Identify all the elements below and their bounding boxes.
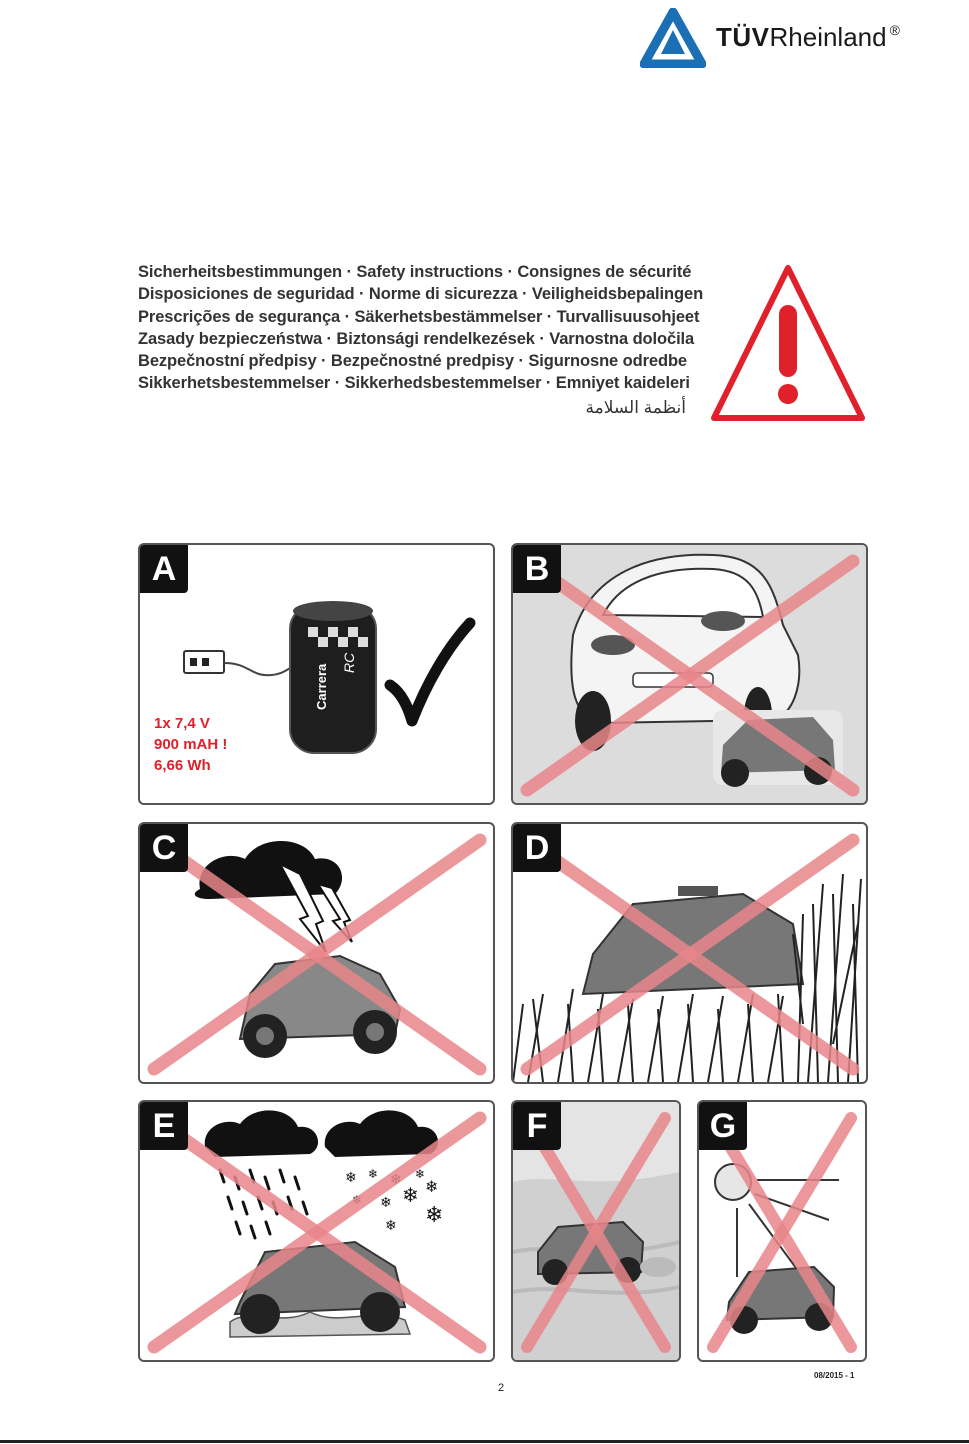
panel-d — [511, 822, 868, 1084]
svg-text:❄: ❄ — [425, 1203, 444, 1228]
panel-letter: F — [513, 1102, 561, 1150]
panel-e — [138, 1100, 495, 1362]
title-line: Disposiciones de seguridad · Norme di sicurezza · Veiligheidsbepalingen — [138, 285, 704, 304]
document-code: 08/2015 - 1 — [814, 1371, 855, 1380]
title-line: Bezpečnostní předpisy · Bezpečnostné predpisy · Sigurnosne odredbe — [138, 352, 687, 371]
cross-mark-icon — [513, 824, 866, 1082]
panel-letter: G — [699, 1102, 747, 1150]
panel-letter: C — [140, 824, 188, 872]
svg-text:❄: ❄ — [415, 1167, 426, 1181]
page-number: 2 — [498, 1382, 505, 1394]
svg-text:❄: ❄ — [385, 1218, 397, 1234]
panel-a — [138, 543, 495, 805]
spec-line: 900 mAH ! — [154, 736, 228, 753]
spec-line: 1x 7,4 V — [154, 715, 210, 732]
panel-letter: B — [513, 545, 561, 593]
svg-text:❄: ❄ — [380, 1195, 392, 1211]
tuv-triangle-icon — [640, 8, 706, 68]
panel-c — [138, 822, 495, 1084]
cross-mark-icon — [513, 545, 866, 803]
bottom-divider — [0, 1440, 969, 1443]
title-line: Sicherheitsbestimmungen · Safety instructions · Consignes de sécurité — [138, 263, 692, 281]
tuv-rheinland-logo — [640, 8, 960, 70]
panel-g — [697, 1100, 867, 1362]
svg-text:❄: ❄ — [345, 1170, 357, 1186]
svg-text:Carrera: Carrera — [314, 663, 329, 710]
logo-wordmark: TÜVRheinland ® — [716, 22, 900, 52]
cross-mark-icon — [140, 824, 493, 1082]
spec-line: 6,66 Wh — [154, 757, 211, 774]
safety-titles — [138, 261, 738, 419]
svg-text:RC: RC — [341, 652, 357, 673]
warning-triangle-icon — [708, 260, 868, 425]
panel-f — [511, 1100, 681, 1362]
panel-letter: D — [513, 824, 561, 872]
svg-text:❄: ❄ — [368, 1167, 379, 1181]
svg-text:❄: ❄ — [402, 1183, 419, 1207]
panel-b — [511, 543, 868, 805]
title-line-arabic: أنظمة السلامة — [585, 397, 686, 417]
svg-text:❄: ❄ — [425, 1177, 439, 1196]
title-line: Prescrições de segurança · Säkerhetsbestämmelser · Turvallisuusohjeet — [138, 307, 700, 326]
battery-spec — [154, 713, 227, 776]
title-line: Zasady bezpieczeństwa · Biztonsági rendelkezések · Varnostna določila — [138, 329, 695, 348]
cross-mark-icon — [140, 1102, 493, 1360]
panel-letter: E — [140, 1102, 188, 1150]
panel-letter: A — [140, 545, 188, 593]
title-line: Sikkerhetsbestemmelser · Sikkerhedsbestemmelser · Emniyet kaideleri — [138, 374, 690, 393]
